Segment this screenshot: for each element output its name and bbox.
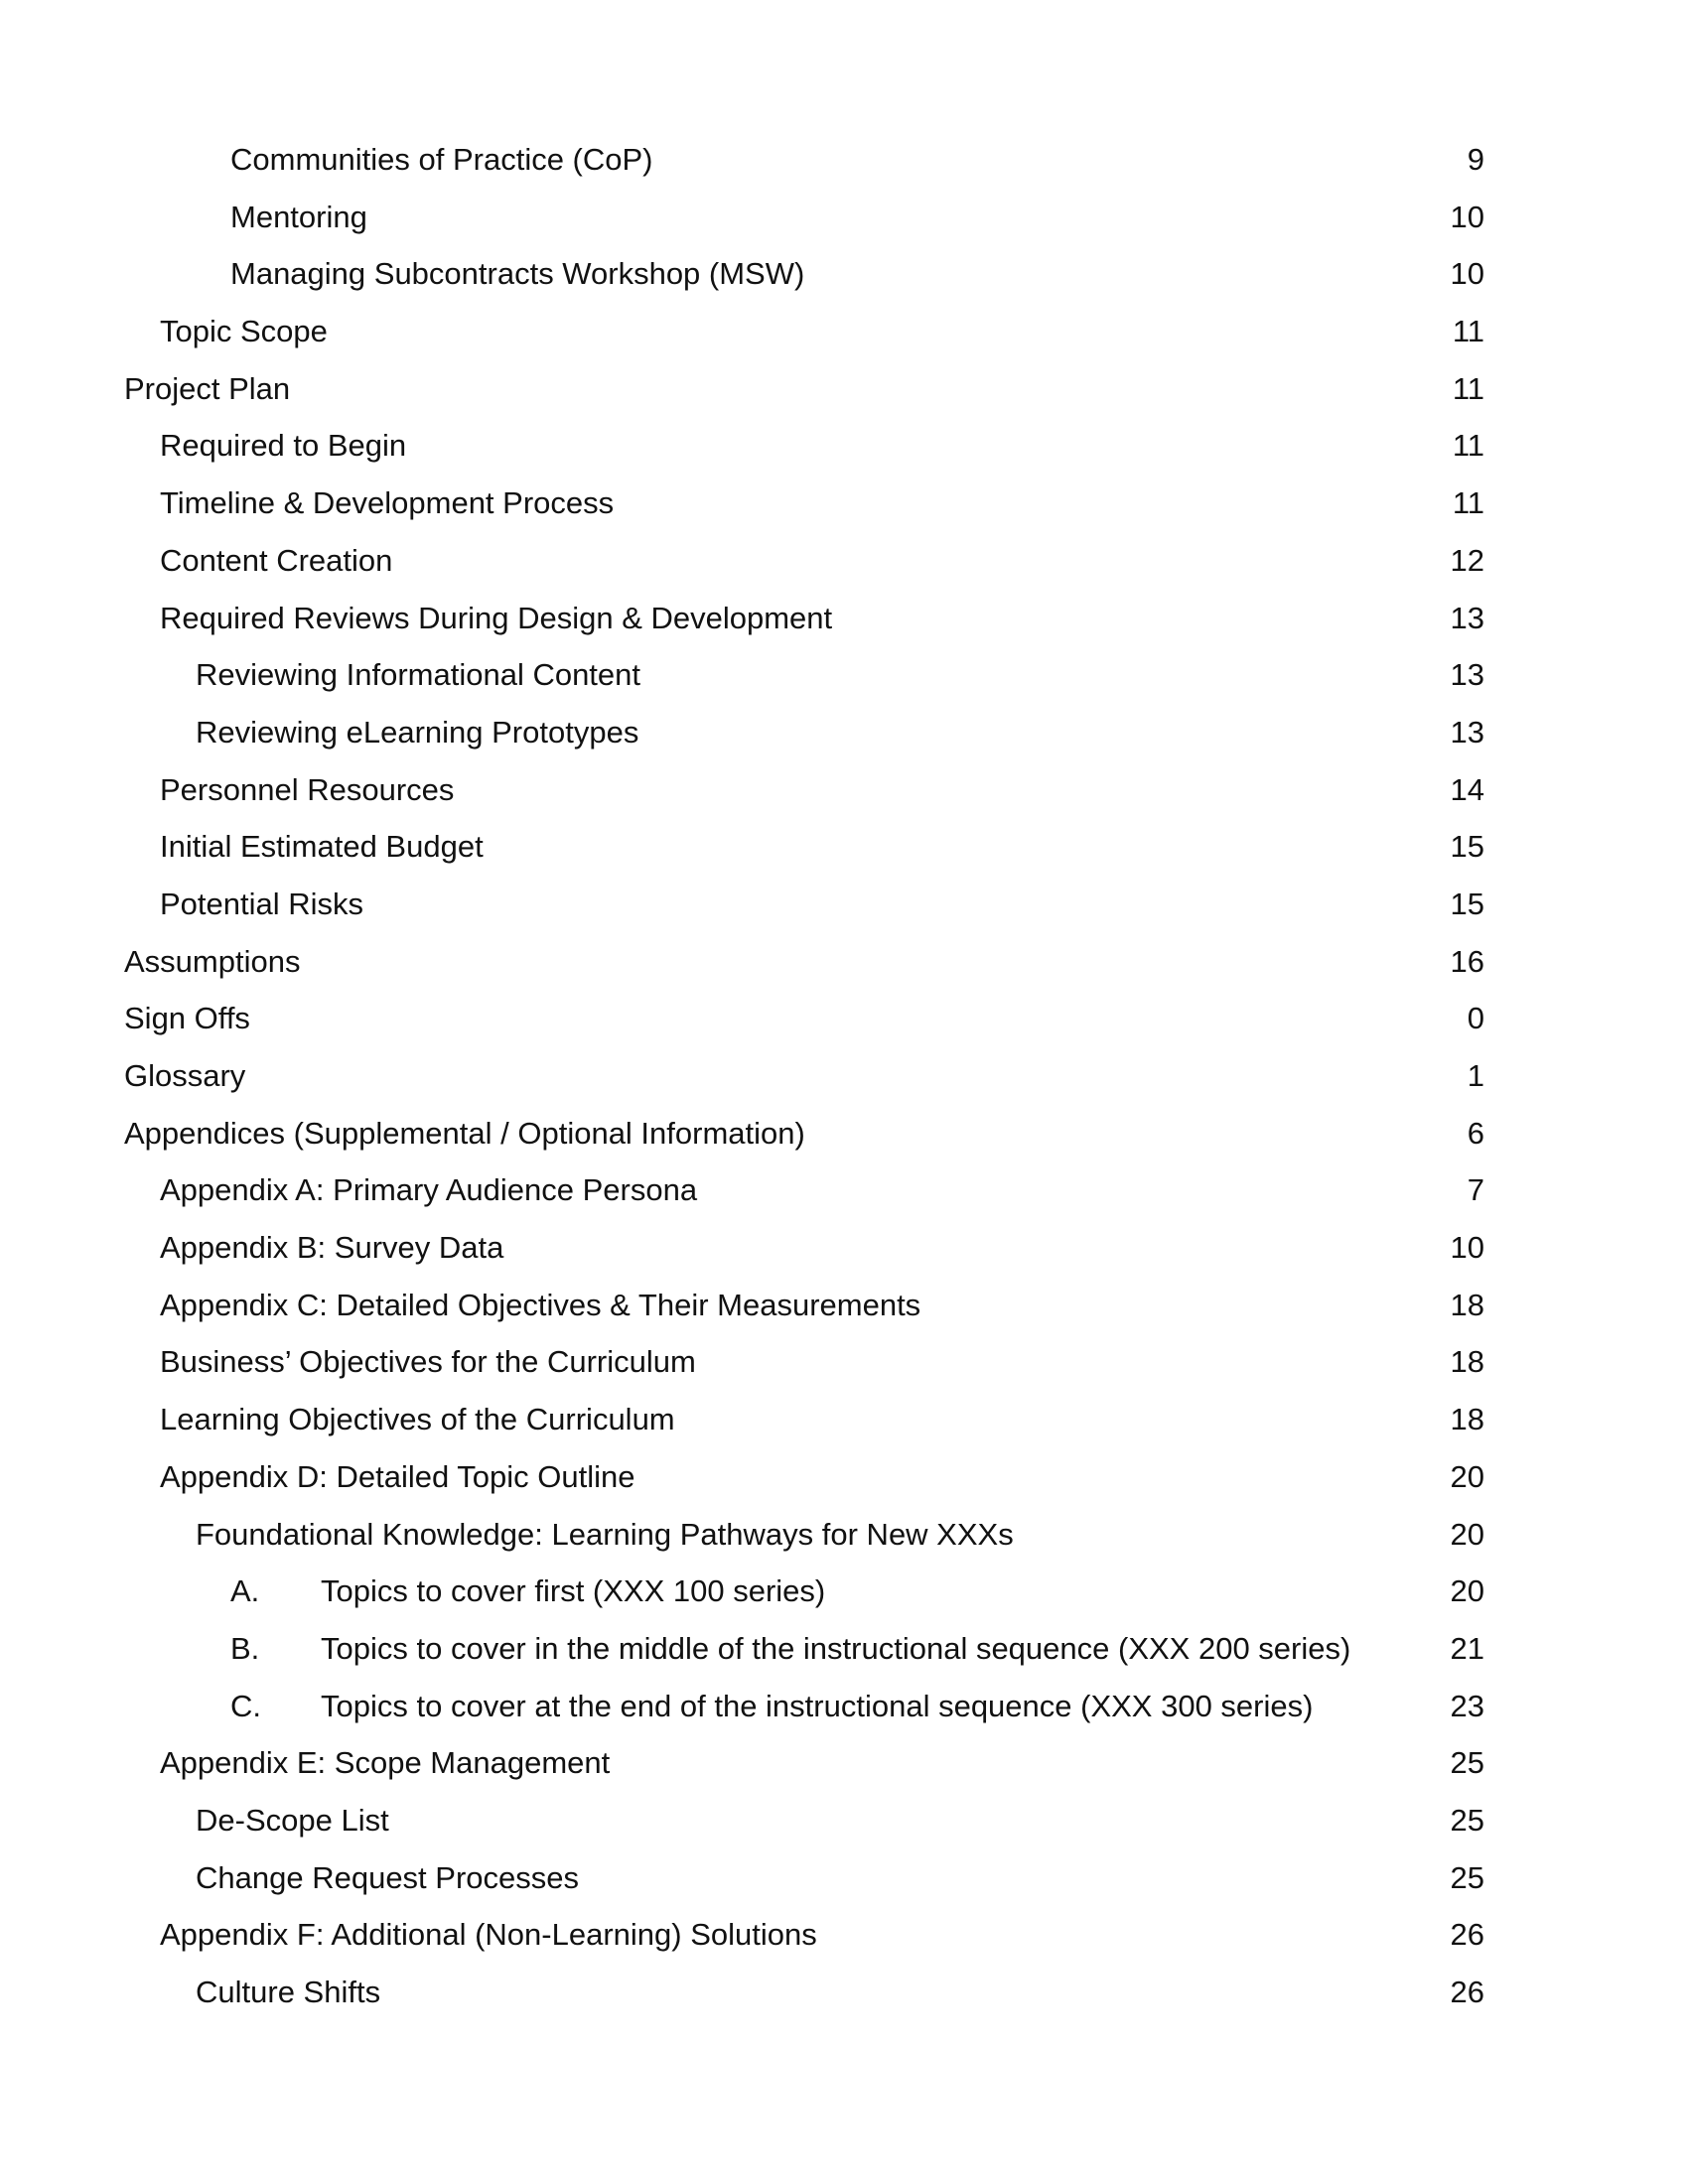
toc-entry-page-number[interactable]: 11 bbox=[1452, 314, 1484, 349]
toc-entry-title[interactable]: Appendix F: Additional (Non-Learning) Solutions bbox=[160, 1917, 817, 1953]
toc-entry-title[interactable]: Learning Objectives of the Curriculum bbox=[160, 1402, 675, 1437]
toc-entry-page-number[interactable]: 13 bbox=[1450, 600, 1484, 635]
toc-entry-title[interactable]: Reviewing eLearning Prototypes bbox=[196, 714, 639, 750]
toc-entry[interactable] bbox=[124, 303, 1484, 360]
toc-entry-title[interactable]: De-Scope List bbox=[196, 1802, 389, 1838]
toc-entry-page-number[interactable]: 1 bbox=[1467, 1058, 1484, 1093]
toc-entry-page-number[interactable]: 15 bbox=[1450, 886, 1484, 921]
toc-entry[interactable] bbox=[124, 131, 1484, 189]
toc-entry[interactable] bbox=[124, 417, 1484, 475]
toc-entry-title[interactable]: Timeline & Development Process bbox=[160, 485, 615, 521]
toc-entry[interactable] bbox=[124, 933, 1484, 991]
toc-entry-title[interactable]: Appendix A: Primary Audience Persona bbox=[160, 1172, 698, 1208]
toc-entry-title[interactable]: Project Plan bbox=[124, 370, 291, 406]
toc-entry-page-number[interactable]: 11 bbox=[1452, 428, 1484, 464]
toc-entry-page-number[interactable]: 15 bbox=[1450, 829, 1484, 865]
toc-entry-title[interactable]: Culture Shifts bbox=[196, 1975, 381, 2009]
toc-entry[interactable] bbox=[124, 1161, 1484, 1219]
toc-entry[interactable] bbox=[124, 1219, 1484, 1277]
toc-entry[interactable] bbox=[124, 1849, 1484, 1907]
toc-entry[interactable] bbox=[124, 1277, 1484, 1334]
toc-entry-title[interactable]: Personnel Resources bbox=[160, 771, 455, 807]
toc-entry[interactable] bbox=[124, 1792, 1484, 1849]
toc-entry-page-number[interactable]: 25 bbox=[1450, 1745, 1484, 1781]
toc-entry-marker: C. bbox=[230, 1688, 261, 1723]
toc-entry-page-number[interactable]: 11 bbox=[1452, 485, 1484, 521]
toc-entry[interactable] bbox=[124, 1563, 1484, 1620]
toc-entry-title[interactable]: Glossary bbox=[124, 1058, 246, 1093]
toc-entry[interactable] bbox=[124, 704, 1484, 761]
toc-entry[interactable] bbox=[124, 1448, 1484, 1506]
toc-entry-page-number[interactable]: 9 bbox=[1467, 142, 1484, 177]
toc-entry[interactable] bbox=[124, 1620, 1484, 1678]
toc-entry-title[interactable]: Topics to cover first (XXX 100 series) bbox=[321, 1573, 826, 1609]
toc-entry[interactable] bbox=[124, 1964, 1484, 2021]
toc-entry[interactable] bbox=[124, 1506, 1484, 1564]
toc-entry-page-number[interactable]: 18 bbox=[1450, 1402, 1484, 1437]
toc-entry-page-number[interactable]: 6 bbox=[1467, 1115, 1484, 1151]
toc-entry[interactable] bbox=[124, 1391, 1484, 1448]
toc-entry-title[interactable]: Potential Risks bbox=[160, 886, 364, 921]
toc-entry-page-number[interactable]: 25 bbox=[1450, 1802, 1484, 1838]
toc-entry-page-number[interactable]: 14 bbox=[1450, 771, 1484, 807]
toc-entry[interactable] bbox=[124, 532, 1484, 590]
toc-entry[interactable] bbox=[124, 818, 1484, 876]
toc-entry-page-number[interactable]: 13 bbox=[1450, 714, 1484, 750]
toc-entry-title[interactable]: Appendix B: Survey Data bbox=[160, 1230, 504, 1266]
toc-entry-page-number[interactable]: 16 bbox=[1450, 943, 1484, 979]
toc-entry-title[interactable]: Appendix D: Detailed Topic Outline bbox=[160, 1458, 635, 1494]
toc-entry[interactable] bbox=[124, 1047, 1484, 1105]
toc-entry[interactable] bbox=[124, 245, 1484, 303]
toc-entry-title[interactable]: Appendices (Supplemental / Optional Information) bbox=[124, 1115, 805, 1151]
toc-entry-page-number[interactable]: 11 bbox=[1452, 370, 1484, 406]
toc-entry-title[interactable]: Topic Scope bbox=[160, 314, 328, 349]
toc-entry-page-number[interactable]: 7 bbox=[1467, 1172, 1484, 1208]
toc-entry-title[interactable]: Assumptions bbox=[124, 943, 301, 979]
toc-entry[interactable] bbox=[124, 1734, 1484, 1792]
toc-entry-page-number[interactable]: 20 bbox=[1450, 1573, 1484, 1609]
toc-entry-title[interactable]: Topics to cover in the middle of the instructional sequence (XXX 200 series) bbox=[321, 1630, 1351, 1666]
toc-entry-page-number[interactable]: 25 bbox=[1450, 1859, 1484, 1895]
toc-entry-page-number[interactable]: 23 bbox=[1450, 1688, 1484, 1723]
toc-entry-title[interactable]: Required to Begin bbox=[160, 428, 407, 464]
toc-entry-title[interactable]: Change Request Processes bbox=[196, 1859, 580, 1895]
toc-entry-title[interactable]: Appendix E: Scope Management bbox=[160, 1745, 611, 1781]
toc-entry-page-number[interactable]: 10 bbox=[1450, 199, 1484, 234]
toc-entry-title[interactable]: Managing Subcontracts Workshop (MSW) bbox=[230, 256, 805, 292]
toc-entry-title[interactable]: Topics to cover at the end of the instructional sequence (XXX 300 series) bbox=[321, 1688, 1314, 1723]
toc-entry[interactable] bbox=[124, 1333, 1484, 1391]
toc-entry-title[interactable]: Content Creation bbox=[160, 542, 393, 578]
toc-entry[interactable] bbox=[124, 761, 1484, 819]
toc-entry-title[interactable]: Reviewing Informational Content bbox=[196, 657, 641, 693]
toc-entry-page-number[interactable]: 0 bbox=[1467, 1001, 1484, 1036]
toc-entry[interactable] bbox=[124, 1678, 1484, 1735]
toc-entry[interactable] bbox=[124, 360, 1484, 418]
toc-entry-title[interactable]: Communities of Practice (CoP) bbox=[230, 142, 653, 177]
toc-entry[interactable] bbox=[124, 876, 1484, 933]
toc-entry[interactable] bbox=[124, 590, 1484, 647]
toc-entry-title[interactable]: Appendix C: Detailed Objectives & Their Measurements bbox=[160, 1287, 921, 1322]
toc-entry-page-number[interactable]: 26 bbox=[1450, 1917, 1484, 1953]
toc-entry[interactable] bbox=[124, 1906, 1484, 1964]
toc-entry[interactable] bbox=[124, 475, 1484, 532]
toc-entry[interactable] bbox=[124, 990, 1484, 1047]
toc-entry-page-number[interactable]: 12 bbox=[1450, 542, 1484, 578]
toc-entry-page-number[interactable]: 18 bbox=[1450, 1287, 1484, 1322]
toc-entry-title[interactable]: Sign Offs bbox=[124, 1001, 250, 1036]
toc-entry-title[interactable]: Mentoring bbox=[230, 199, 367, 234]
toc-entry[interactable] bbox=[124, 646, 1484, 704]
toc-entry-page-number[interactable]: 20 bbox=[1450, 1458, 1484, 1494]
toc-entry[interactable] bbox=[124, 189, 1484, 246]
toc-entry-page-number[interactable]: 10 bbox=[1450, 1230, 1484, 1266]
toc-entry-marker: A. bbox=[230, 1573, 260, 1609]
toc-entry-page-number[interactable]: 26 bbox=[1450, 1975, 1484, 2009]
table-of-contents bbox=[124, 131, 1484, 2021]
toc-entry-title[interactable]: Required Reviews During Design & Development bbox=[160, 600, 833, 635]
toc-entry-title[interactable]: Foundational Knowledge: Learning Pathways for New XXXs bbox=[196, 1516, 1014, 1552]
toc-entry-page-number[interactable]: 18 bbox=[1450, 1344, 1484, 1380]
toc-entry-title[interactable]: Initial Estimated Budget bbox=[160, 829, 484, 865]
toc-entry-title[interactable]: Business’ Objectives for the Curriculum bbox=[160, 1344, 696, 1380]
toc-entry[interactable] bbox=[124, 1105, 1484, 1162]
toc-entry-page-number[interactable]: 20 bbox=[1450, 1516, 1484, 1552]
toc-entry-page-number[interactable]: 13 bbox=[1450, 657, 1484, 693]
toc-entry-page-number[interactable]: 21 bbox=[1450, 1630, 1484, 1666]
toc-entry-marker: B. bbox=[230, 1630, 260, 1666]
toc-entry-page-number[interactable]: 10 bbox=[1450, 256, 1484, 292]
